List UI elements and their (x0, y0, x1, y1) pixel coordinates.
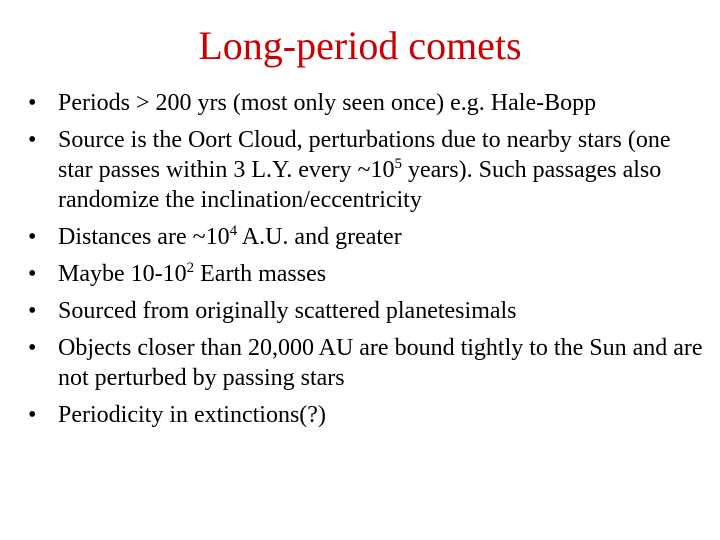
bullet-item (28, 259, 708, 289)
bullet-marker: • (28, 224, 37, 250)
bullet-text: Distances are ~10 (58, 224, 230, 250)
bullet-marker: • (28, 335, 37, 361)
bullet-superscript: 5 (394, 156, 402, 172)
slide-title: Long-period comets (198, 23, 522, 68)
bullet-item (28, 88, 708, 118)
bullet-marker: • (28, 127, 37, 153)
bullet-text: Periods > 200 yrs (most only seen once) e.g. Hale-Bopp (58, 90, 597, 116)
bullet-item (28, 296, 708, 326)
bullet-text: Sourced from originally scattered planetesimals (58, 298, 517, 324)
bullet-text: Source is the Oort Cloud, perturbations due to nearby stars (one star passes within 3 L.Y. every ~10 (58, 127, 677, 183)
bullet-superscript: 2 (186, 260, 195, 276)
bullet-text: A.U. and greater (237, 224, 402, 250)
bullet-marker: • (28, 90, 37, 116)
bullet-item (28, 400, 708, 430)
bullet-marker: • (28, 261, 37, 287)
bullet-marker: • (28, 298, 37, 324)
bullet-superscript: 4 (229, 223, 238, 239)
bullet-text: years). Such passages also randomize the inclination/eccentricity (58, 157, 668, 213)
bullet-item (28, 333, 708, 393)
bullet-text: Objects closer than 20,000 AU are bound tightly to the Sun and are not perturbed by passing stars (58, 335, 709, 391)
bullet-text: Periodicity in extinctions(?) (58, 402, 326, 428)
bullet-text: Maybe 10-10 (58, 261, 187, 287)
bullet-list (28, 88, 708, 437)
bullet-item (28, 222, 708, 252)
bullet-marker: • (28, 402, 37, 428)
bullet-text: Earth masses (194, 261, 327, 287)
bullet-item (28, 125, 708, 215)
